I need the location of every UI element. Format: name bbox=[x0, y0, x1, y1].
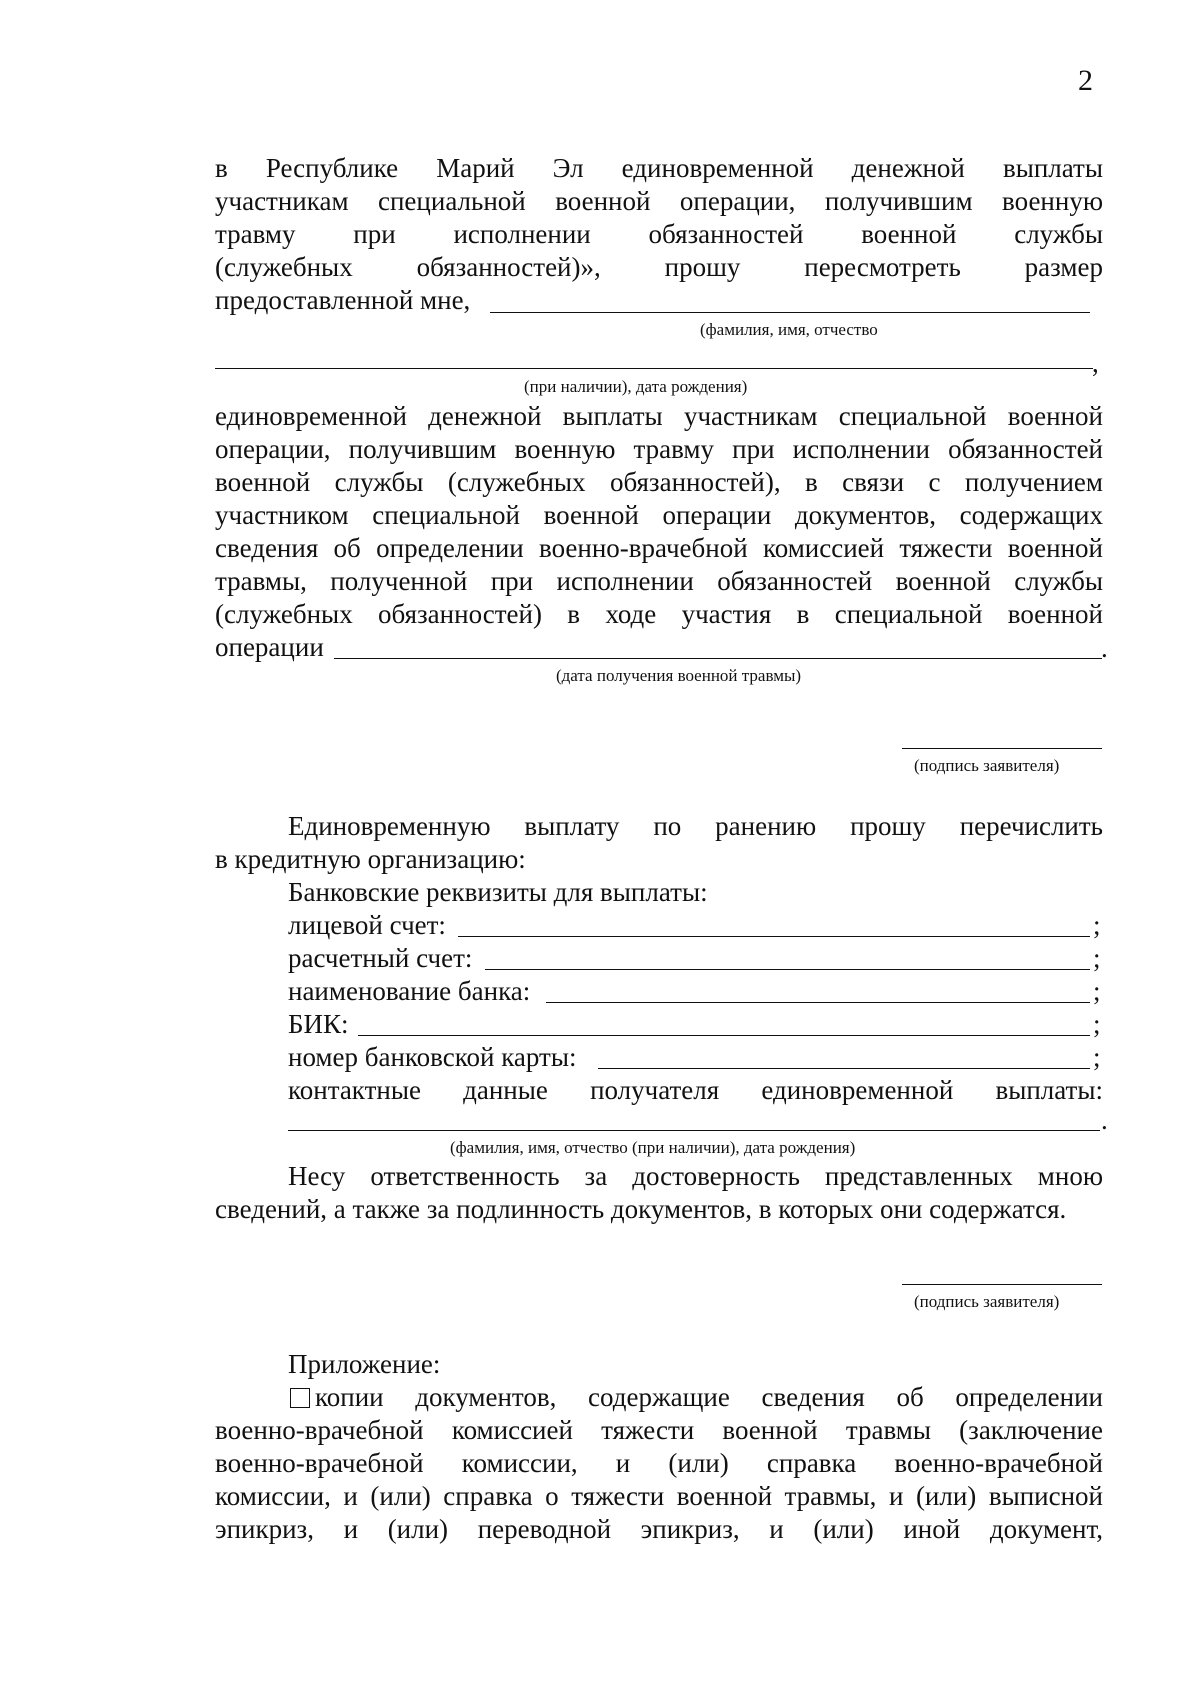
birth-line-comma: , bbox=[1092, 348, 1099, 378]
body-line-5: сведения об определении военно-врачебной комиссией тяжести военной bbox=[215, 533, 1103, 563]
injury-date-period: . bbox=[1101, 633, 1108, 663]
field-bik bbox=[288, 1008, 1103, 1040]
fio-caption: (фамилия, имя, отчество bbox=[700, 320, 878, 339]
intro-line-3: травму при исполнении обязанностей военной службы bbox=[215, 219, 1103, 249]
field-card-number-end: ; bbox=[1093, 1042, 1101, 1072]
bank-details-header: Банковские реквизиты для выплаты: bbox=[288, 877, 708, 907]
body-line-7: (служебных обязанностей) в ходе участия в специальной военной bbox=[215, 599, 1103, 629]
payment-line-2: в кредитную организацию: bbox=[215, 844, 526, 874]
appendix-line-4: комиссии, и (или) справка о тяжести военной травмы, и (или) выписной bbox=[215, 1481, 1103, 1511]
field-bank-name-label: наименование банка: bbox=[288, 976, 531, 1006]
contact-blank-line bbox=[288, 1130, 1100, 1131]
signature-line-2 bbox=[902, 1284, 1102, 1285]
field-bank-name-line bbox=[546, 1002, 1090, 1003]
injury-date-caption: (дата получения военной травмы) bbox=[556, 666, 802, 685]
field-bik-end: ; bbox=[1093, 1009, 1101, 1039]
signature-line-1 bbox=[902, 748, 1102, 749]
body-line-1: единовременной денежной выплаты участникам специальной военной bbox=[215, 401, 1103, 431]
appendix-line-2: военно-врачебной комиссией тяжести военной травмы (заключение bbox=[215, 1415, 1103, 1445]
field-card-number-label: номер банковской карты: bbox=[288, 1042, 577, 1072]
field-bik-line bbox=[358, 1035, 1090, 1036]
intro-line-1: в Республике Марий Эл единовременной денежной выплаты bbox=[215, 153, 1103, 183]
body-line-4: участником специальной военной операции документов, содержащих bbox=[215, 500, 1103, 530]
contact-caption: (фамилия, имя, отчество (при наличии), дата рождения) bbox=[450, 1138, 856, 1157]
body-line-6: травмы, полученной при исполнении обязанностей военной службы bbox=[215, 566, 1103, 596]
body-line-3: военной службы (служебных обязанностей), в связи с получением bbox=[215, 467, 1103, 497]
payment-line-1: Единовременную выплату по ранению прошу перечислить bbox=[288, 811, 1103, 841]
intro-line-4: (служебных обязанностей)», прошу пересмотреть размер bbox=[215, 252, 1103, 282]
intro-line-5: предоставленной мне, bbox=[215, 285, 471, 315]
signature-caption-2: (подпись заявителя) bbox=[914, 1292, 1060, 1311]
field-settlement-account-line bbox=[485, 969, 1090, 970]
field-personal-account-end: ; bbox=[1093, 910, 1101, 940]
contact-line-period: . bbox=[1101, 1105, 1108, 1135]
field-card-number bbox=[288, 1041, 1103, 1073]
intro-line-2: участникам специальной военной операции, получившим военную bbox=[215, 186, 1103, 216]
field-settlement-account-end: ; bbox=[1093, 943, 1101, 973]
appendix-line-1: копии документов, содержащие сведения об определении bbox=[315, 1382, 1103, 1412]
appendix-checkbox[interactable] bbox=[290, 1388, 310, 1408]
contact-data-line: контактные данные получателя единовременной выплаты: bbox=[288, 1075, 1103, 1105]
field-card-number-line bbox=[598, 1068, 1090, 1069]
field-bank-name bbox=[288, 975, 1103, 1007]
fio-blank-line bbox=[490, 312, 1090, 313]
body-line-8: операции bbox=[215, 632, 324, 662]
injury-date-blank-line bbox=[334, 658, 1102, 659]
field-bank-name-end: ; bbox=[1093, 976, 1101, 1006]
appendix-line-5: эпикриз, и (или) переводной эпикриз, и (или) иной документ, bbox=[215, 1514, 1103, 1544]
responsibility-line-1: Несу ответственность за достоверность представленных мною bbox=[288, 1161, 1103, 1191]
appendix-line-3: военно-врачебной комиссии, и (или) справка военно-врачебной bbox=[215, 1448, 1103, 1478]
page-number: 2 bbox=[1078, 64, 1093, 97]
field-personal-account-line bbox=[458, 936, 1090, 937]
appendix-title: Приложение: bbox=[288, 1349, 441, 1379]
field-personal-account bbox=[288, 909, 1103, 941]
field-settlement-account-label: расчетный счет: bbox=[288, 943, 473, 973]
responsibility-line-2: сведений, а также за подлинность документов, в которых они содержатся. bbox=[215, 1194, 1067, 1224]
birth-caption: (при наличии), дата рождения) bbox=[524, 377, 748, 396]
body-line-2: операции, получившим военную травму при исполнении обязанностей bbox=[215, 434, 1103, 464]
field-settlement-account bbox=[288, 942, 1103, 974]
signature-caption-1: (подпись заявителя) bbox=[914, 756, 1060, 775]
birth-blank-line bbox=[215, 368, 1093, 369]
field-personal-account-label: лицевой счет: bbox=[288, 910, 446, 940]
field-bik-label: БИК: bbox=[288, 1009, 349, 1039]
